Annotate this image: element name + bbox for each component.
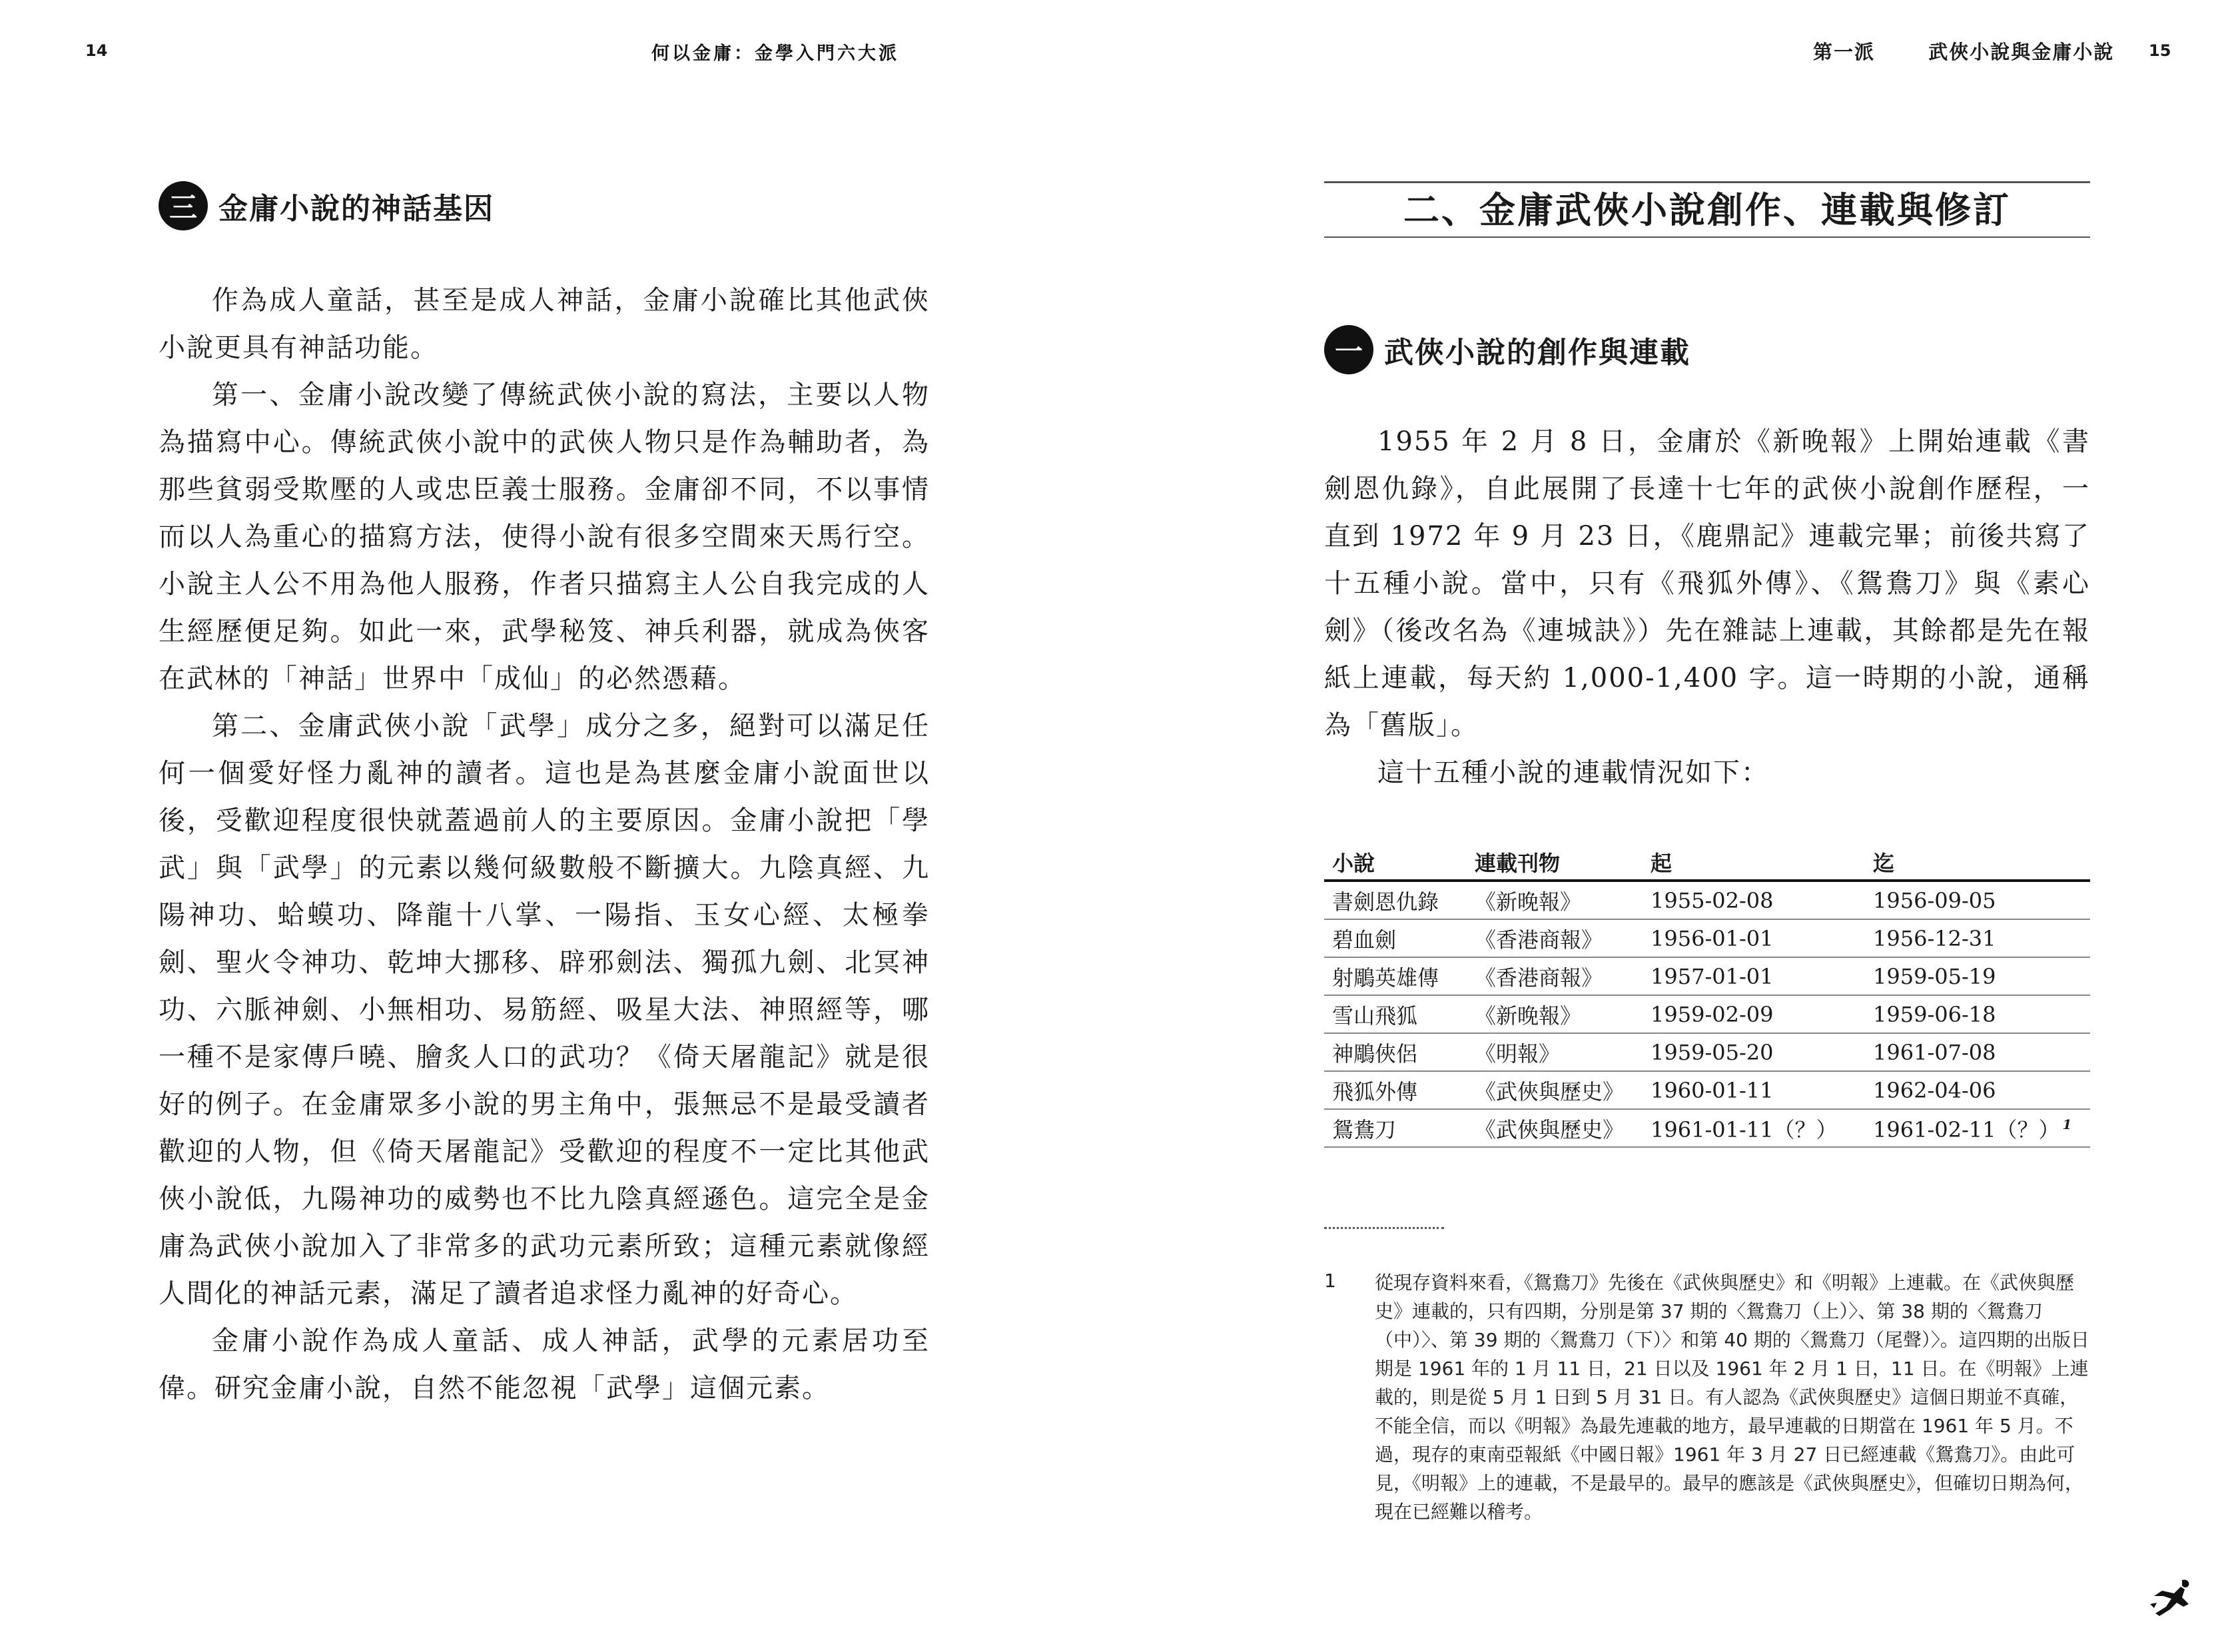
cell-publication: 《武俠與歷史》 <box>1467 1071 1643 1109</box>
right-page-number: 15 <box>2149 41 2171 60</box>
serialization-table <box>1324 845 2090 1148</box>
table-row <box>1324 995 2090 1033</box>
cell-start: 1961-01-11（？） <box>1643 1109 1865 1147</box>
left-body-text <box>159 277 930 1412</box>
cell-end: 1961-07-08 <box>1865 1033 2090 1071</box>
column-header-publication: 連載刊物 <box>1467 845 1643 881</box>
table-row <box>1324 1071 2090 1109</box>
part-title: 武俠小說與金庸小說 <box>1928 41 2115 63</box>
cell-start: 1959-05-20 <box>1643 1033 1865 1071</box>
cell-end-text: 1961-02-11（？） <box>1873 1116 2060 1142</box>
cell-start: 1959-02-09 <box>1643 995 1865 1033</box>
table-row <box>1324 1109 2090 1147</box>
cell-end: 1956-09-05 <box>1865 881 2090 919</box>
cell-publication: 《新晚報》 <box>1467 881 1643 919</box>
left-section-heading <box>159 181 494 230</box>
column-header-novel: 小說 <box>1324 845 1467 881</box>
table-row <box>1324 1033 2090 1071</box>
cell-publication: 《香港商報》 <box>1467 957 1643 995</box>
chapter-title: 二、金庸武俠小說創作、連載與修訂 <box>1403 189 2011 231</box>
leaping-figure-icon <box>2147 1576 2194 1620</box>
left-running-head: 何以金庸：金學入門六大派 <box>651 43 899 64</box>
right-running-head <box>1813 37 2114 65</box>
footnote-number: 1 <box>1324 1270 1336 1292</box>
table-header-row <box>1324 845 2090 881</box>
column-header-start: 起 <box>1643 845 1865 881</box>
cell-end: 1959-05-19 <box>1865 957 2090 995</box>
paragraph: 這十五種小說的連載情況如下： <box>1377 757 1769 788</box>
footnote-reference[interactable]: 1 <box>2062 1116 2072 1132</box>
cell-publication: 《新晚報》 <box>1467 995 1643 1033</box>
cell-publication: 《明報》 <box>1467 1033 1643 1071</box>
cell-end: 1956-12-31 <box>1865 919 2090 957</box>
cell-publication: 《香港商報》 <box>1467 919 1643 957</box>
paragraph: 第二、金庸武俠小說「武學」成分之多，絕對可以滿足任何一個愛好怪力亂神的讀者。這也是為甚麼金庸小說面世以後，受歡迎程度很快就蓋過前人的主要原因。金庸小說把「學武」與「武學」的元素以幾何級數般不斷擴大。九陰真經、九陽神功、蛤蟆功、降龍十八掌、一陽指、玉女心經、太極拳劍、聖火令神功、乾坤大挪移、辟邪劍法、獨孤九劍、北冥神功、六脈神劍、小無相功、易筋經、吸星大法、神照經等，哪一種不是家傳戶曉、膾炙人口的武功？《倚天屠龍記》就是很好的例子。在金庸眾多小說的男主角中，張無忌不是最受讀者歡迎的人物，但《倚天屠龍記》受歡迎的程度不一定比其他武俠小說低，九陽神功的威勢也不比九陰真經遜色。這完全是金庸為武俠小說加入了非常多的武功元素所致；這種元素就像經人間化的神話元素，滿足了讀者追求怪力亂神的好奇心。 <box>159 711 930 1309</box>
table-row <box>1324 919 2090 957</box>
cell-novel: 神鵰俠侶 <box>1324 1033 1467 1071</box>
paragraph: 作為成人童話，甚至是成人神話，金庸小說確比其他武俠小說更具有神話功能。 <box>159 285 930 363</box>
column-header-end: 迄 <box>1865 845 2090 881</box>
table-row <box>1324 957 2090 995</box>
section-title: 金庸小說的神話基因 <box>218 192 494 226</box>
publisher-logo-icon <box>2147 1576 2194 1620</box>
part-label: 第一派 <box>1813 41 1876 63</box>
cell-start: 1955-02-08 <box>1643 881 1865 919</box>
footnote-text: 從現存資料來看，《鴛鴦刀》先後在《武俠與歷史》和《明報》上連載。在《武俠與歷史》連載的，只有四期，分別是第 37 期的〈鴛鴦刀（上）〉、第 38 期的〈鴛鴦刀（中）〉、第 39 期的〈鴛鴦刀（下）〉和第 40 期的〈鴛鴦刀（尾聲）〉。這四期的出版日期是 1961 年的 1 月 11 日，21 日以及 1961 年 2 月 1 日，11 日。在《明報》上連載的，則是從 5 月 1 日到 5 月 31 日。有人認為《武俠與歷史》這個日期並不真確，不能全信，而以《明報》為最先連載的地方，最早連載的日期當在 1961 年 5 月。不過，現存的東南亞報紙《中國日報》1961 年 3 月 27 日已經連載《鴛鴦刀》。由此可見，《明報》上的連載，不是最早的。最早的應該是《武俠與歷史》，但確切日期為何，現在已經難以稽考。 <box>1375 1272 2089 1523</box>
footnote-separator <box>1324 1227 1444 1229</box>
right-section-heading <box>1324 325 1690 374</box>
table-row <box>1324 881 2090 919</box>
cell-end <box>1865 1109 2090 1147</box>
cell-novel: 書劍恩仇錄 <box>1324 881 1467 919</box>
cell-start: 1960-01-11 <box>1643 1071 1865 1109</box>
cell-end: 1962-04-06 <box>1865 1071 2090 1109</box>
section-number-badge: 一 <box>1324 325 1373 374</box>
cell-novel: 飛狐外傳 <box>1324 1071 1467 1109</box>
cell-end: 1959-06-18 <box>1865 995 2090 1033</box>
cell-publication: 《武俠與歷史》 <box>1467 1109 1643 1147</box>
cell-start: 1956-01-01 <box>1643 919 1865 957</box>
cell-novel: 鴛鴦刀 <box>1324 1109 1467 1147</box>
chapter-heading-box <box>1324 181 2090 238</box>
cell-novel: 雪山飛狐 <box>1324 995 1467 1033</box>
cell-start: 1957-01-01 <box>1643 957 1865 995</box>
cell-novel: 射鵰英雄傳 <box>1324 957 1467 995</box>
section-title: 武俠小說的創作與連載 <box>1384 336 1690 370</box>
paragraph: 金庸小說作為成人童話、成人神話，武學的元素居功至偉。研究金庸小說，自然不能忽視「武學」這個元素。 <box>159 1326 930 1404</box>
right-body-text <box>1324 418 2090 797</box>
section-number-badge: 三 <box>159 181 208 230</box>
paragraph: 1955 年 2 月 8 日，金庸於《新晚報》上開始連載《書劍恩仇錄》，自此展開了長達十七年的武俠小說創作歷程，一直到 1972 年 9 月 23 日，《鹿鼎記》連載完畢；前後共寫了十五種小說。當中，只有《飛狐外傳》、《鴛鴦刀》與《素心劍》（後改名為《連城訣》）先在雜誌上連載，其餘都是先在報紙上連載，每天約 1,000-1,400 字。這一時期的小說，通稱為「舊版」。 <box>1324 426 2090 741</box>
left-page-number: 14 <box>85 41 108 60</box>
cell-novel: 碧血劍 <box>1324 919 1467 957</box>
paragraph: 第一、金庸小說改變了傳統武俠小說的寫法，主要以人物為描寫中心。傳統武俠小說中的武俠人物只是作為輔助者，為那些貧弱受欺壓的人或忠臣義士服務。金庸卻不同，不以事情而以人為重心的描寫方法，使得小說有很多空間來天馬行空。小說主人公不用為他人服務，作者只描寫主人公自我完成的人生經歷便足夠。如此一來，武學秘笈、神兵利器，就成為俠客在武林的「神話」世界中「成仙」的必然憑藉。 <box>159 380 930 694</box>
